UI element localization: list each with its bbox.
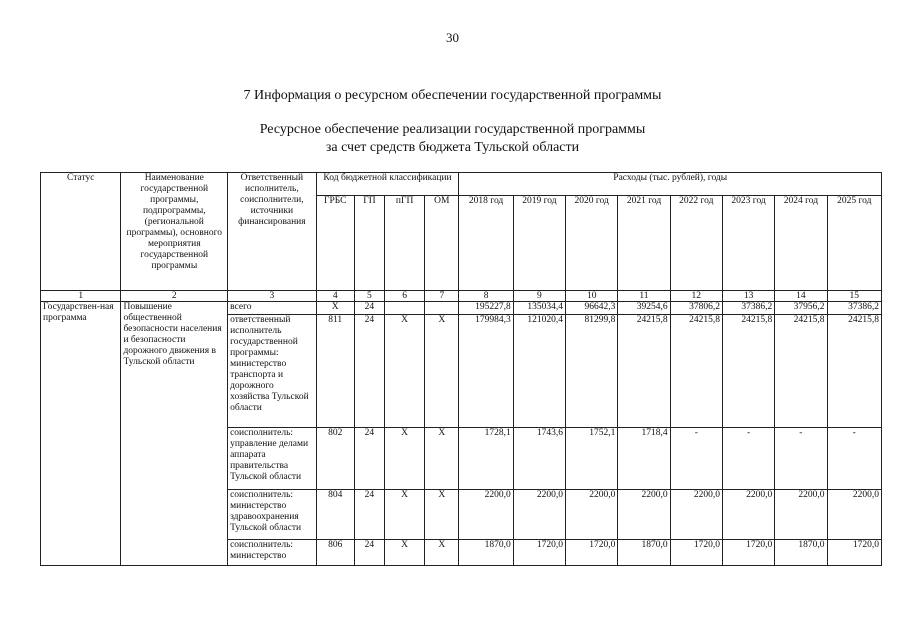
program-name-cell: Повышение общественной безопасности населения и безопасности дорожного движения в Тульской области [121,302,228,566]
value-cell: 2200,0 [775,490,827,540]
code-gp: 24 [354,315,384,428]
column-number: 11 [618,291,670,302]
header-code-om: ОМ [425,196,459,291]
column-number: 9 [513,291,565,302]
code-pgp [385,302,425,315]
code-om: Х [425,315,459,428]
column-number: 15 [827,291,881,302]
code-pgp: Х [385,428,425,490]
section-title: 7 Информация о ресурсном обеспечении государственной программы [243,88,662,103]
value-cell: 37386,2 [722,302,774,315]
value-cell: 24215,8 [618,315,670,428]
value-cell: 1720,0 [670,540,722,566]
value-cell: 81299,8 [566,315,618,428]
header-year: 2019 год [513,196,565,291]
resource-table [40,172,882,566]
row-label: соисполнитель: министерство здравоохранения Тульской области [228,490,317,540]
header-year: 2020 год [566,196,618,291]
value-cell: 39254,6 [618,302,670,315]
header-year: 2025 год [827,196,881,291]
value-cell: 24215,8 [670,315,722,428]
value-cell: 1743,6 [513,428,565,490]
value-cell: 96642,3 [566,302,618,315]
header-year: 2018 год [459,196,513,291]
value-cell: 1718,4 [618,428,670,490]
column-number-row [41,291,882,302]
header-year: 2024 год [775,196,827,291]
value-cell: 1720,0 [722,540,774,566]
value-cell: 1870,0 [775,540,827,566]
value-cell: 37386,2 [827,302,881,315]
header-code-gp: ГП [354,196,384,291]
value-cell: 1752,1 [566,428,618,490]
value-cell: 1728,1 [459,428,513,490]
value-cell: 2200,0 [566,490,618,540]
code-grbs: 811 [316,315,354,428]
code-gp: 24 [354,302,384,315]
code-gp: 24 [354,540,384,566]
column-number: 1 [41,291,121,302]
value-cell: 121020,4 [513,315,565,428]
code-om [425,302,459,315]
code-grbs: 804 [316,490,354,540]
value-cell: 37956,2 [775,302,827,315]
header-year: 2023 год [722,196,774,291]
column-number: 12 [670,291,722,302]
code-om: Х [425,428,459,490]
column-number: 4 [316,291,354,302]
subtitle-line-2: за счет средств бюджета Тульской области [325,140,580,155]
column-number: 7 [425,291,459,302]
column-number: 14 [775,291,827,302]
code-grbs: Х [316,302,354,315]
column-number: 6 [385,291,425,302]
value-cell: 1870,0 [618,540,670,566]
value-cell: - [775,428,827,490]
column-number: 3 [228,291,317,302]
value-cell: 24215,8 [775,315,827,428]
code-om: Х [425,540,459,566]
value-cell: 2200,0 [670,490,722,540]
value-cell: - [827,428,881,490]
code-gp: 24 [354,490,384,540]
value-cell: 179984,3 [459,315,513,428]
row-label: всего [228,302,317,315]
header-status: Статус [41,173,121,291]
value-cell: 1720,0 [513,540,565,566]
code-pgp: Х [385,540,425,566]
row-label: соисполнитель: управление делами аппарата правительства Тульской области [228,428,317,490]
status-cell: Государствен-ная программа [41,302,121,566]
value-cell: 1720,0 [827,540,881,566]
value-cell: 2200,0 [618,490,670,540]
value-cell: 2200,0 [722,490,774,540]
header-budget-code: Код бюджетной классификации [316,173,459,196]
column-number: 10 [566,291,618,302]
header-year: 2021 год [618,196,670,291]
row-label: ответственный исполнитель государственной программы: министерство транспорта и дорожного хозяйства Тульской области [228,315,317,428]
value-cell: 24215,8 [827,315,881,428]
value-cell: - [670,428,722,490]
header-expenses: Расходы (тыс. рублей), годы [459,173,882,196]
code-grbs: 802 [316,428,354,490]
value-cell: 2200,0 [827,490,881,540]
column-number: 13 [722,291,774,302]
header-code-pgp: пГП [385,196,425,291]
header-year: 2022 год [670,196,722,291]
row-label: соисполнитель: министерство [228,540,317,566]
value-cell: 24215,8 [722,315,774,428]
column-number: 8 [459,291,513,302]
value-cell: 2200,0 [459,490,513,540]
value-cell: 135034,4 [513,302,565,315]
column-number: 2 [121,291,228,302]
code-om: Х [425,490,459,540]
code-grbs: 806 [316,540,354,566]
header-responsible: Ответственный исполнитель, соисполнители, источники финансирования [228,173,317,291]
code-pgp: Х [385,490,425,540]
column-number: 5 [354,291,384,302]
table-row [41,302,882,315]
code-gp: 24 [354,428,384,490]
header-name: Наименование государственной программы, подпрограммы, (региональной программы), основного мероприятия государственной программы [121,173,228,291]
value-cell: 195227,8 [459,302,513,315]
page-number: 30 [446,30,459,45]
code-pgp: Х [385,315,425,428]
subtitle-line-1: Ресурсное обеспечение реализации государственной программы [259,122,646,137]
header-code-grbs: ГРБС [316,196,354,291]
value-cell: 1720,0 [566,540,618,566]
value-cell: - [722,428,774,490]
value-cell: 2200,0 [513,490,565,540]
value-cell: 37806,2 [670,302,722,315]
value-cell: 1870,0 [459,540,513,566]
